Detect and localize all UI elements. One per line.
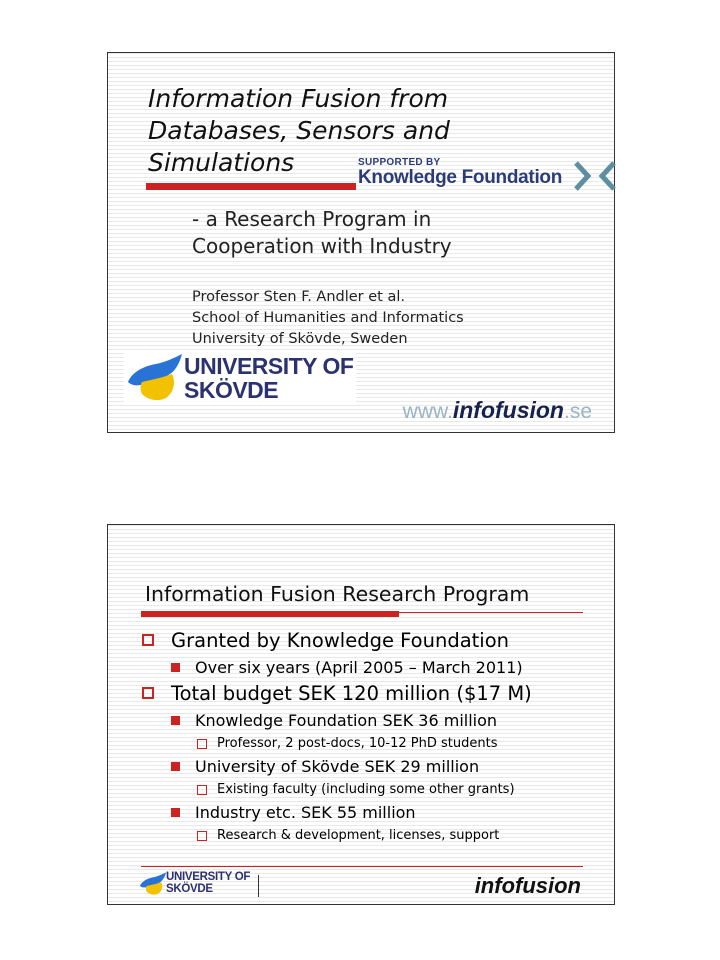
subtitle-line: - a Research Program in <box>192 207 432 231</box>
bullet-item <box>138 800 608 825</box>
subtitle-line: Cooperation with Industry <box>192 234 452 258</box>
hollow-square-bullet-icon <box>142 634 154 646</box>
filled-square-bullet-icon <box>171 663 180 672</box>
university-emblem-icon <box>138 871 168 897</box>
footer-divider <box>258 875 259 897</box>
title-accent-bar <box>146 183 356 190</box>
bullet-text: Knowledge Foundation SEK 36 million <box>195 711 498 730</box>
author-line: Professor Sten F. Andler et al. <box>192 289 405 305</box>
website-url <box>403 397 592 424</box>
hollow-square-bullet-icon <box>197 739 207 749</box>
footer-rule <box>141 866 583 867</box>
supported-by-label: SUPPORTED BY <box>358 157 441 168</box>
bullet-text: Professor, 2 post-docs, 10-12 PhD students <box>217 736 498 751</box>
slide-2-title: Information Fusion Research Program <box>145 582 530 606</box>
university-emblem-icon <box>124 352 186 404</box>
bullet-item <box>138 754 608 779</box>
logo-line: SKÖVDE <box>184 377 279 403</box>
slide-1 <box>107 52 615 433</box>
filled-square-bullet-icon <box>171 716 180 725</box>
hollow-square-bullet-icon <box>142 687 154 699</box>
bullet-item <box>138 733 608 754</box>
bullet-item <box>138 825 608 846</box>
title-line: Simulations <box>148 148 295 177</box>
bullet-text: University of Skövde SEK 29 million <box>195 757 480 776</box>
author-line: University of Skövde, Sweden <box>192 331 408 347</box>
logo-line: SKÖVDE <box>166 883 213 895</box>
hollow-square-bullet-icon <box>197 785 207 795</box>
logo-line: UNIVERSITY OF <box>184 353 354 379</box>
slide-1-subtitle <box>192 206 452 260</box>
bullet-list <box>138 627 608 846</box>
url-suffix: .se <box>563 400 592 423</box>
bullet-text: Granted by Knowledge Foundation <box>171 629 510 652</box>
university-of-skovde-logo <box>124 352 356 404</box>
bullet-item <box>138 627 608 655</box>
bullet-item <box>138 680 608 708</box>
bullet-text: Research & development, licenses, support <box>217 828 500 843</box>
slide-2 <box>107 524 615 905</box>
url-prefix: www. <box>402 400 453 423</box>
bullet-text: Total budget SEK 120 million ($17 M) <box>171 682 532 705</box>
bullet-item <box>138 655 608 680</box>
sponsor-name: Knowledge Foundation <box>358 167 563 188</box>
bullet-text: Existing faculty (including some other grants) <box>217 782 515 797</box>
bullet-text: Over six years (April 2005 – March 2011) <box>195 658 523 677</box>
filled-square-bullet-icon <box>171 808 180 817</box>
hollow-square-bullet-icon <box>197 831 207 841</box>
footer-brand: infofusion <box>474 873 581 898</box>
title-line: Information Fusion from <box>148 84 449 113</box>
logo-line: UNIVERSITY OF <box>166 871 251 883</box>
double-chevron-icon <box>572 157 618 195</box>
knowledge-foundation-logo <box>358 155 620 197</box>
bullet-text: Industry etc. SEK 55 million <box>195 803 416 822</box>
footer-logo-text <box>166 871 250 895</box>
filled-square-bullet-icon <box>171 762 180 771</box>
title-accent-bar <box>141 611 399 617</box>
university-logo-text <box>184 354 353 402</box>
footer-university-logo <box>138 870 263 898</box>
title-line: Databases, Sensors and <box>148 116 450 145</box>
bullet-item <box>138 708 608 733</box>
author-block <box>192 287 464 350</box>
url-main: infofusion <box>452 397 564 423</box>
author-line: School of Humanities and Informatics <box>192 310 464 326</box>
bullet-item <box>138 779 608 800</box>
